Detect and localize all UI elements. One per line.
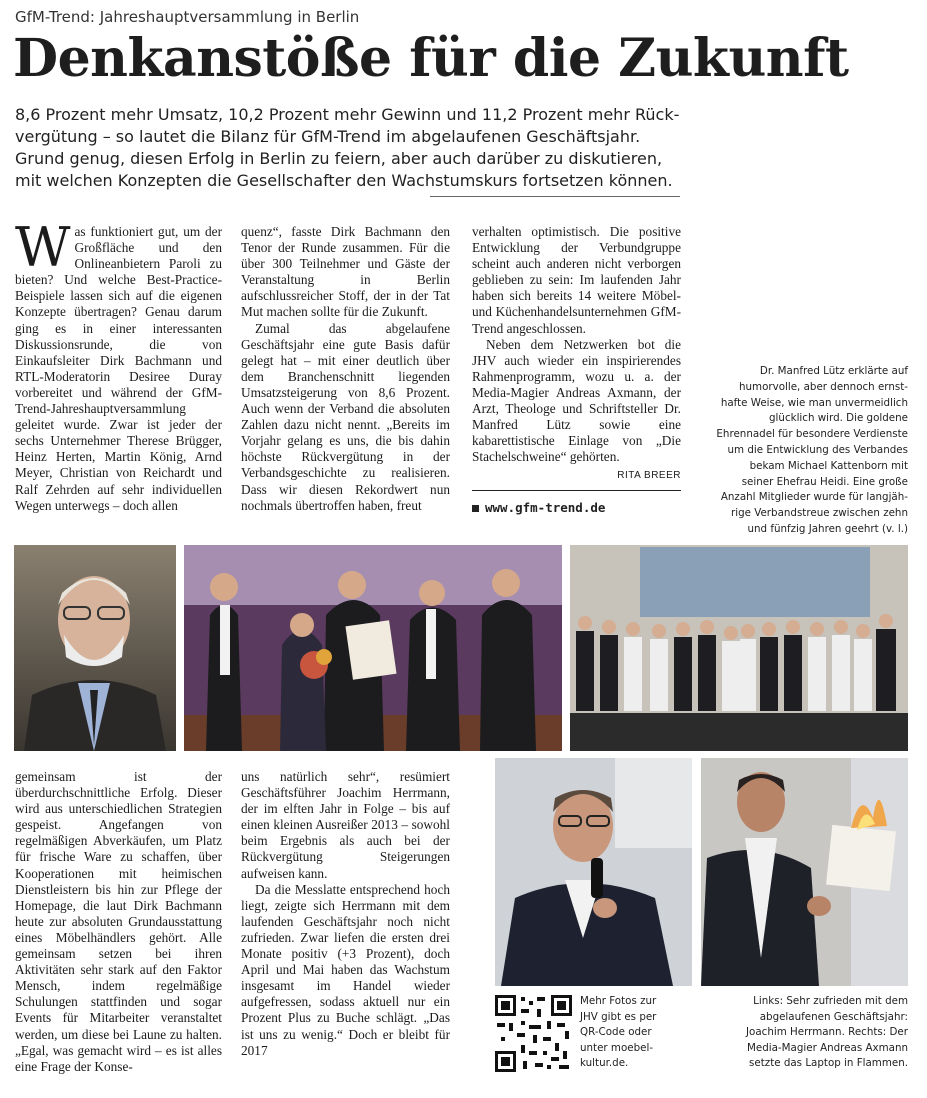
caption-line: bekam Michael Kattenborn mit xyxy=(749,459,908,472)
caption-line: rige Verbandstreue zwischen zehn xyxy=(730,507,908,520)
caption-line: unter moebel- xyxy=(580,1041,654,1054)
author-byline: RITA BREER xyxy=(617,470,681,481)
caption-line: um die Entwicklung des Verbandes xyxy=(727,443,908,456)
caption-line: Anzahl Mitglieder wurde für langjäh- xyxy=(720,491,908,504)
qr-code[interactable] xyxy=(495,995,572,1072)
photo-group-honorees xyxy=(570,545,908,751)
caption-line: Ehrennadel für besondere Verdienste xyxy=(716,428,908,441)
dropcap: W xyxy=(15,216,71,279)
divider xyxy=(472,490,681,491)
qr-caption xyxy=(580,994,690,1072)
paragraph: verhalten optimistisch. Die positive Entwicklung der Verbundgruppe scheint auch anderen nicht verborgen geblieben zu sein: Im laufenden Jahr haben sich bereits 14 weitere Möbel- und Küchenhandelsunternehmen GfM-Trend angeschlossen. xyxy=(472,224,681,336)
caption-line: hafte Weise, wie man unvermeidlich xyxy=(720,396,908,409)
caption-line: glücklich wird. Die goldene xyxy=(769,412,908,425)
paragraph: gemeinsam ist der überdurchschnittliche Erfolg. Dieser wird aus unterschiedlichen Strategien gespeist. Angefangen von regelmäßigen Abverkäufen, um Platz für frische Ware zu schaffen, über Kooperationen mit heimischen Dienstleistern bis hin zur Pflege der Homepage, die laut Dirk Bachmann heute zur absoluten Grundausstattung eines Möbelhändlers gehört. Alle gemeinsam setzen bei ihren Aktivitäten sehr stark auf den Faktor Mensch, indem regelmäßige Schulungen stattfinden und sogar Events für Mitarbeiter veranstaltet werden, um diese bei Laune zu halten. „Egal, was gemacht wird – es ist alles eine Frage der Konse- xyxy=(15,769,222,1074)
caption-line: humorvolle, aber dennoch ernst- xyxy=(738,380,908,393)
lead-line: Grund genug, diesen Erfolg in Berlin zu feiern, aber auch darüber zu diskutieren, xyxy=(15,149,663,168)
headline: Denkanstöße für die Zukunft xyxy=(13,28,849,89)
caption-line: Dr. Manfred Lütz erklärte auf xyxy=(759,365,908,377)
lead-line: 8,6 Prozent mehr Umsatz, 10,2 Prozent mehr Gewinn und 11,2 Prozent mehr Rück- xyxy=(15,105,680,124)
photo-caption-right xyxy=(700,364,908,538)
bullet-square-icon xyxy=(472,505,479,512)
website-link[interactable] xyxy=(472,500,605,515)
paragraph: uns natürlich sehr“, resümiert Geschäftsführer Joachim Herrmann, der im elften Jahr in Folge – bis auf einen kleinen Ausreißer 2013 – sowohl beim Ergebnis als auch bei der Rückvergütung Steigerungen aufweisen kann. xyxy=(241,769,450,881)
lead-underline xyxy=(430,196,680,197)
article-column-5 xyxy=(241,769,450,1087)
caption-line: Joachim Herrmann. Rechts: Der xyxy=(746,1026,908,1039)
caption-line: abgelaufenen Geschäftsjahr: xyxy=(759,1010,908,1023)
paragraph: quenz“, fasste Dirk Bachmann den Tenor der Runde zusammen. Für die über 300 Teilnehmer und Gäste der Veranstaltung in Berlin aufschlussreicher Stoff, der in der Tat Mut machen sollte für die Zukunft. xyxy=(241,224,450,320)
caption-line: JHV gibt es per xyxy=(580,1010,657,1023)
caption-line: setzte das Laptop in Flammen. xyxy=(749,1057,908,1070)
article-column-3 xyxy=(472,224,681,469)
lead-line: mit welchen Konzepten die Gesellschafter den Wachstumskurs fortsetzen können. xyxy=(15,171,673,190)
article-column-4 xyxy=(15,769,222,1087)
caption-line: und fünfzig Jahren geehrt (v. l.) xyxy=(747,522,908,535)
lead-line: vergütung – so lautet die Bilanz für GfM-Trend im abgelaufenen Geschäftsjahr. xyxy=(15,127,641,146)
paragraph: Zumal das abgelaufene Geschäftsjahr eine gute Basis dafür gelegt hat – mit einer deutlich über dem Branchenschnitt liegenden Umsatzsteigerung von 8,6 Prozent. Auch wenn der Verband die absoluten Zahlen dazu nicht nennt. „Bereits im Vorjahr gelang es uns, die bis dahin höchste Rückvergütung in der Verbandsgeschichte zu realisieren. Dass wir diesen Rekordwert nun nochmals übertroffen haben, freut xyxy=(241,320,450,513)
photo-portrait-speaker xyxy=(14,545,176,751)
photo-award-ceremony xyxy=(184,545,562,751)
article-column-1 xyxy=(15,216,222,524)
paragraph: as funktioniert gut, um der Großfläche und den Onlineanbietern Paroli zu bieten? Und welche Best-Practice-Beispiele lassen sich auf die eigenen Konzepte übertragen? Genau darum ging es in einer interessanten Diskussionsrunde, die von Einkaufsleiter Dirk Bachmann und RTL-Moderatorin Desiree Duray vorbereitet und während der GfM-Trend-Jahreshauptversammlung geleitet wurde. Zwar ist jeder der sechs Unternehmer Therese Brügger, Heinz Herten, Martin König, Arnd Meyer, Christian von Reichardt und Ralf Zehrden auf sehr individuellen Wegen unterwegs – doch allen xyxy=(15,224,222,513)
caption-line: seiner Ehefrau Heidi. Eine große xyxy=(741,475,908,488)
website-link-text[interactable]: www.gfm-trend.de xyxy=(485,500,606,515)
lead-paragraph xyxy=(15,104,680,192)
caption-line: Mehr Fotos zur xyxy=(580,995,657,1007)
caption-line: QR-Code oder xyxy=(580,1026,652,1039)
caption-line: kultur.de. xyxy=(580,1057,629,1070)
photo-caption-bottom xyxy=(701,994,908,1072)
photo-andreas-axmann xyxy=(701,758,908,986)
caption-line: Media-Magier Andreas Axmann xyxy=(747,1041,908,1054)
kicker: GfM-Trend: Jahreshauptversammlung in Berlin xyxy=(15,8,360,26)
photo-joachim-herrmann xyxy=(495,758,692,986)
paragraph: Da die Messlatte entsprechend hoch liegt, zeigte sich Herrmann mit dem laufenden Geschäftsjahr noch nicht zufrieden. Zwar liefen die ersten drei Monate positiv (+3 Prozent), doch April und Mai haben das Wachstum insgesamt im Handel wieder aufgefressen, sodass aktuell nur ein Prozent Plus zu Buche schlägt. „Das ist uns zu wenig.“ Doch er bleibt für 2017 xyxy=(241,881,450,1058)
article-column-2 xyxy=(241,224,450,524)
paragraph: Neben dem Netzwerken bot die JHV auch wieder ein inspirierendes Rahmenprogramm, wozu u. a. der Media-Magier Andreas Axmann, der Arzt, Theologe und Schriftsteller Dr. Manfred Lütz sowie eine kabarettistische Einlage von „Die Stachelschweine“ gehörten. xyxy=(472,336,681,465)
caption-line: Links: Sehr zufrieden mit dem xyxy=(753,995,908,1007)
